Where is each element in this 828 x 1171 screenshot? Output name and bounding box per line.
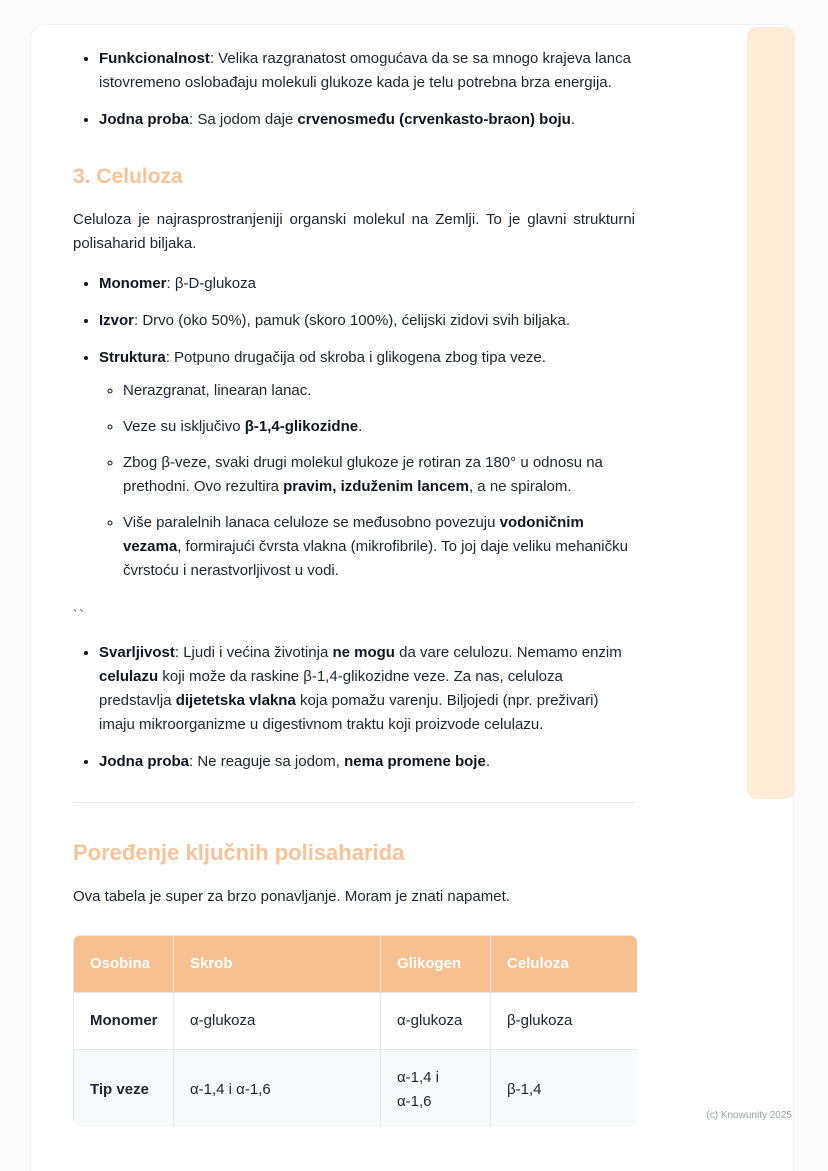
bullet-list-svarljivost [73, 641, 635, 774]
list-item [99, 47, 635, 95]
table-row-label: Monomer [74, 992, 174, 1049]
bullet-list-top [73, 47, 635, 132]
section-divider [73, 802, 635, 803]
list-item [99, 272, 635, 296]
list-item-text: Jodna proba: Ne reaguje sa jodom, nema promene boje. [99, 753, 490, 771]
list-item [99, 108, 635, 132]
list-item-text: Monomer: β-D-glukoza [99, 274, 256, 292]
stray-backticks: `` [73, 606, 86, 622]
list-item-text: Svarljivost: Ljudi i većina životinja ne mogu da vare celulozu. Nemamo enzim celulazu koji može da raskine β-1,4-glikozidne veze. Za nas, celuloza predstavlja dijetetska vlakna koja pomažu varenju. Biljojedi (npr. preživari) imaju mikroorganizme u digestivnom traktu koji proizvode celulazu. [99, 644, 622, 734]
list-item [123, 511, 635, 583]
table-header-cell: Glikogen [381, 935, 491, 992]
list-item-text: Izvor: Drvo (oko 50%), pamuk (skoro 100%), ćelijski zidovi svih biljaka. [99, 311, 571, 329]
paragraph-table-intro: Ova tabela je super za brzo ponavljanje. Moram je znati napamet. [73, 887, 510, 905]
bullet-list-celuloza [73, 272, 635, 583]
table-cell: α-1,4 i α-1,6 [174, 1049, 381, 1127]
list-item-text: Struktura: Potpuno drugačija od skroba i glikogena zbog tipa veze. [99, 348, 546, 366]
list-item [123, 451, 635, 499]
table-cell: β-1,4 [491, 1049, 638, 1127]
paragraph-celuloza-intro: Celuloza je najrasprostranjeniji organski molekul na Zemlji. To je glavni strukturni polisaharid biljaka. [73, 210, 635, 252]
table-cell: α-1,4 i α-1,6 [381, 1049, 491, 1127]
struktura-sublist [99, 379, 635, 583]
section-heading-comparison: Poređenje ključnih polisaharida [73, 840, 405, 866]
table-cell: β-glukoza [491, 992, 638, 1049]
list-item [99, 750, 635, 774]
list-item [123, 379, 635, 403]
margin-highlight-strip [747, 27, 795, 799]
list-item-text: Veze su isključivo β-1,4-glikozidne. [123, 417, 363, 435]
table-header-cell: Celuloza [491, 935, 638, 992]
list-item-text: Jodna proba: Sa jodom daje crvenosmeđu (crvenkasto-braon) boju. [99, 111, 575, 128]
table-row [74, 992, 638, 1049]
comparison-table-container [73, 935, 637, 1127]
list-item-text: Funkcionalnost: Velika razgranatost omogućava da se sa mnogo krajeva lanca istovremeno oslobađaju molekuli glukoze kada je telu potrebna brza energija. [99, 50, 631, 91]
list-item [99, 346, 635, 583]
list-item [99, 641, 635, 737]
list-item [123, 415, 635, 439]
table-cell: α-glukoza [174, 992, 381, 1049]
table-header-row [74, 935, 638, 992]
table-row [74, 1049, 638, 1127]
list-item-text: Zbog β-veze, svaki drugi molekul glukoze je rotiran za 180° u odnosu na prethodni. Ovo rezultira pravim, izduženim lancem, a ne spiralom. [123, 453, 603, 495]
section-heading-celuloza: 3. Celuloza [73, 165, 183, 188]
table-header-cell: Skrob [174, 935, 381, 992]
document-page [30, 24, 794, 1171]
comparison-table [73, 935, 637, 1127]
table-row-label: Tip veze [74, 1049, 174, 1127]
list-item-text: Više paralelnih lanaca celuloze se međusobno povezuju vodoničnim vezama, formirajući čvrsta vlakna (mikrofibrile). To joj daje veliku mehaničku čvrstoću i nerastvorljivost u vodi. [123, 513, 628, 579]
list-item-text: Nerazgranat, linearan lanac. [123, 381, 312, 399]
table-cell: α-glukoza [381, 992, 491, 1049]
footer-credit: (c) Knowunity 2025 [706, 1110, 792, 1121]
list-item [99, 309, 635, 333]
table-header-cell: Osobina [74, 935, 174, 992]
